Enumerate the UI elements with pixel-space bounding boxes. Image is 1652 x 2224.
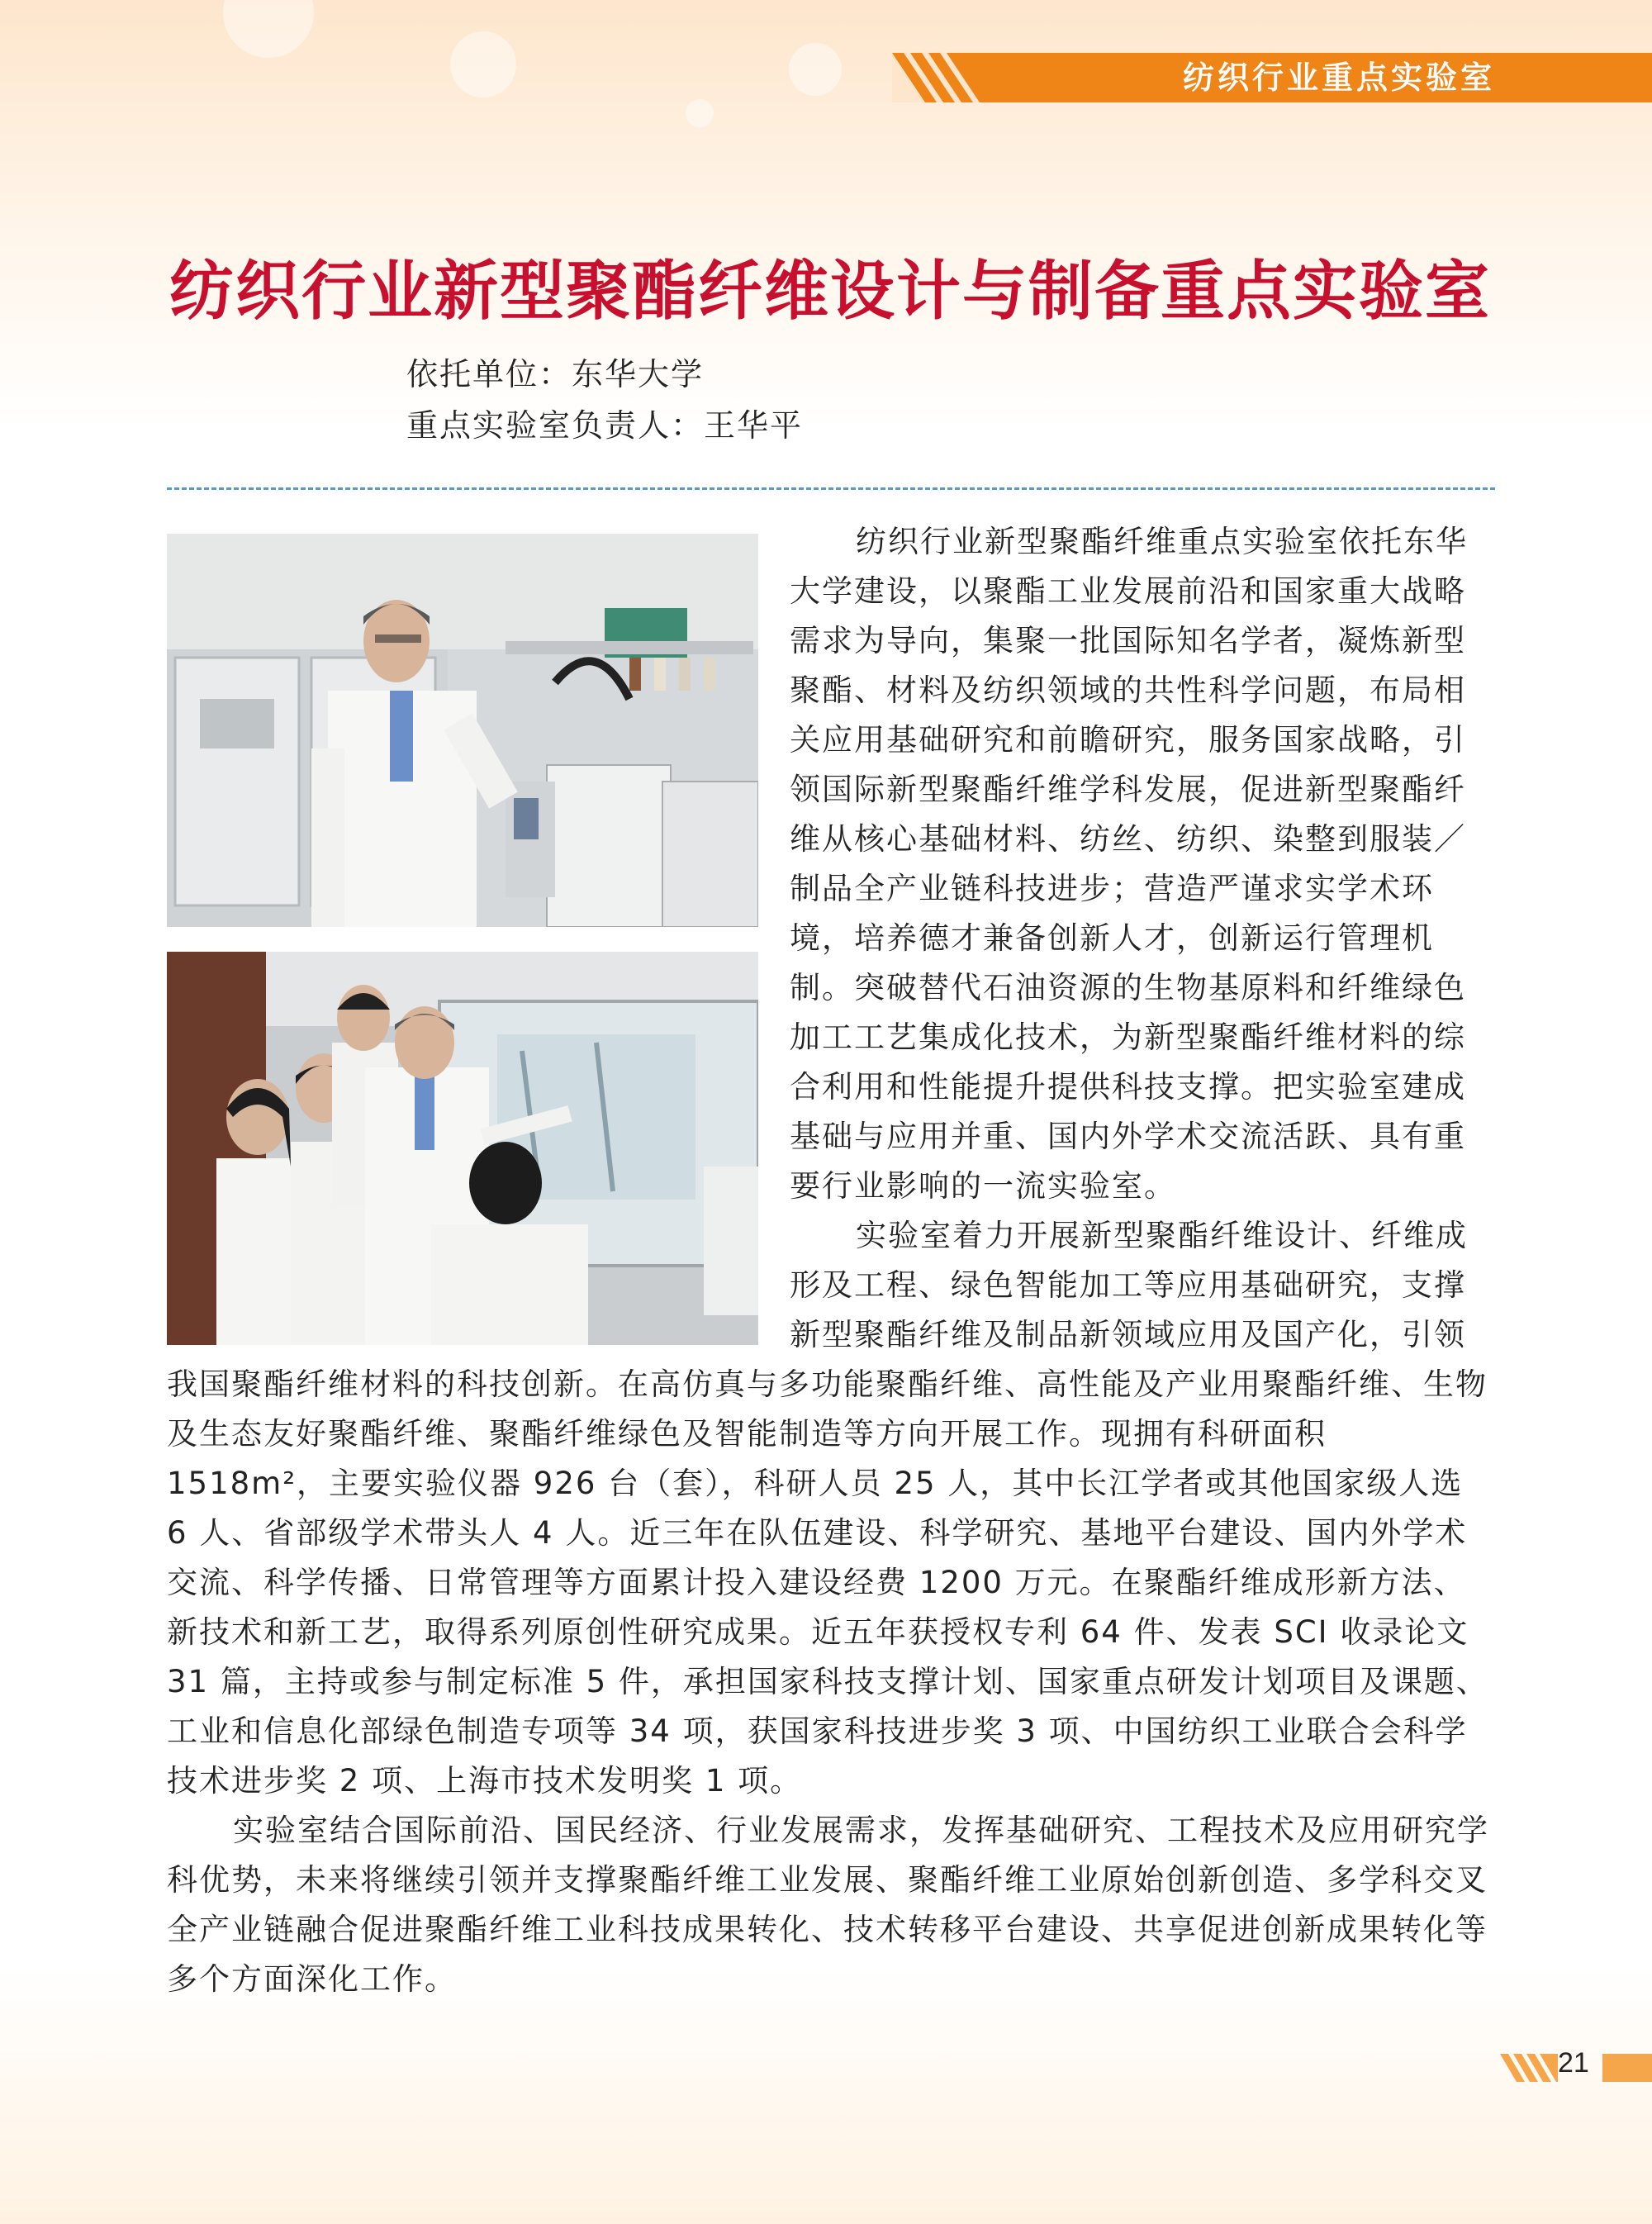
page-tab-decoration <box>1602 2054 1652 2082</box>
paragraph-3: 实验室结合国际前沿、国民经济、行业发展需求，发挥基础研究、工程技术及应用研究学科优势，未来将继续引领并支撑聚酯纤维工业发展、聚酯纤维工业原始创新创造、多学科交叉全产业链融合促进聚酯纤维工业科技成果转化、技术转移平台建设、共享促进创新成果转化等多个方面深化工作。 <box>167 1813 1489 1997</box>
lab-director: 重点实验室负责人：王华平 <box>406 407 804 444</box>
main-body-column <box>167 1360 1495 2004</box>
background-bokeh <box>686 99 714 127</box>
lab-photo-researcher-image <box>167 534 758 927</box>
intro-column <box>790 517 1495 1360</box>
lab-photo-group <box>167 952 758 1345</box>
host-unit: 依托单位：东华大学 <box>406 356 705 392</box>
background-bokeh <box>789 43 842 96</box>
section-header-title: 纺织行业重点实验室 <box>1182 59 1495 96</box>
page-number: 21 <box>1558 2047 1589 2079</box>
lab-photo-group-image <box>167 952 758 1345</box>
paragraph-1: 纺织行业新型聚酯纤维重点实验室依托东华大学建设，以聚酯工业发展前沿和国家重大战略需求为导向，集聚一批国际知名学者，凝炼新型聚酯、材料及纺织领域的共性科学问题，布局相关应用基础研究和前瞻研究，服务国家战略，引领国际新型聚酯纤维学科发展，促进新型聚酯纤维从核心基础材料、纺丝、纺织、染整到服装／制品全产业链科技进步；营造严谨求实学术环境，培养德才兼备创新人才，创新运行管理机制。突破替代石油资源的生物基原料和纤维绿色加工工艺集成化技术，为新型聚酯纤维材料的综合利用和性能提升提供科技支撑。把实验室建成基础与应用并重、国内外学术交流活跃、具有重要行业影响的一流实验室。 <box>790 524 1468 1204</box>
dashed-divider <box>167 487 1495 490</box>
lab-photo-researcher <box>167 534 758 927</box>
article-title: 纺织行业新型聚酯纤维设计与制备重点实验室 <box>169 254 1491 329</box>
paragraph-2-start: 实验室着力开展新型聚酯纤维设计、纤维成形及工程、绿色智能加工等应用基础研究，支撑新型聚酯纤维及制品新领域应用及国产化，引领 <box>790 1218 1468 1352</box>
background-bokeh <box>223 0 314 58</box>
paragraph-2-end: 我国聚酯纤维材料的科技创新。在高仿真与多功能聚酯纤维、高性能及产业用聚酯纤维、生物及生态友好聚酯纤维、聚酯纤维绿色及智能制造等方向开展工作。现拥有科研面积 1518m²，主要实验仪器 926 台（套），科研人员 25 人，其中长江学者或其他国家级人选 6 人、省部级学术带头人 4 人。近三年在队伍建设、科学研究、基地平台建设、国内外学术交流、科学传播、日常管理等方面累计投入建设经费 1200 万元。在聚酯纤维成形新方法、新技术和新工艺，取得系列原创性研究成果。近五年获授权专利 64 件、发表 SCI 收录论文 31 篇，主持或参与制定标准 5 件，承担国家科技支撑计划、国家重点研发计划项目及课题、工业和信息化部绿色制造专项等 34 项，获国家科技进步奖 3 项、中国纺织工业联合会科学技术进步奖 2 项、上海市技术发明奖 1 项。 <box>167 1366 1488 1799</box>
background-bokeh <box>450 31 516 97</box>
header-stripes-decoration <box>892 53 999 102</box>
page-number-stripes-decoration <box>1500 2054 1558 2082</box>
